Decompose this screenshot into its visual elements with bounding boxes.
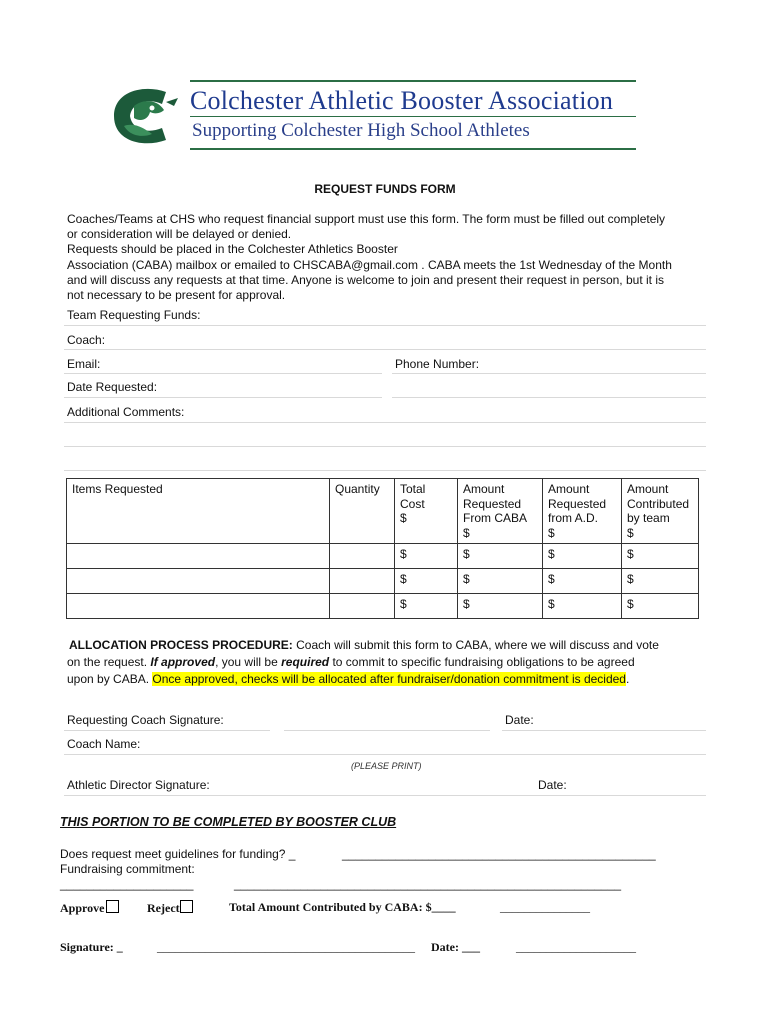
date-requested-blank — [392, 397, 706, 398]
total-cell[interactable]: $ — [395, 569, 458, 594]
coach-date-label: Date: — [505, 713, 534, 727]
logo — [104, 76, 644, 156]
dragon-mascot-icon — [104, 76, 188, 156]
guidelines-label: Does request meet guidelines for funding? _ — [60, 847, 296, 861]
date-requested-label: Date Requested: — [67, 380, 158, 394]
booster-heading: THIS PORTION TO BE COMPLETED BY BOOSTER CLUB — [60, 815, 397, 829]
team-input[interactable] — [64, 325, 706, 326]
please-print-note: (PLEASE PRINT) — [351, 761, 422, 771]
logo-rule-top — [190, 80, 636, 82]
team-cell[interactable]: $ — [622, 594, 699, 619]
comments-label: Additional Comments: — [67, 405, 185, 419]
allocation-text: ALLOCATION PROCESS PROCEDURE: Coach will submit this form to CABA, where we will discuss and vote on the request. If approved, you will be required to commit to specific fundraising obligations to be agreed upon by CABA. Once approved, checks will be allocated after fundraiser/donation commitment is decided. — [67, 638, 659, 686]
signature-label: Signature: _ — [60, 940, 123, 954]
table-row — [67, 594, 699, 619]
logo-rule-mid — [190, 116, 636, 117]
ad-cell[interactable]: $ — [543, 569, 622, 594]
caba-cell[interactable]: $ — [458, 569, 543, 594]
total-amount-line[interactable]: _______________ — [500, 900, 590, 914]
phone-label: Phone Number: — [395, 357, 480, 371]
header-total-cost: Total Cost $ — [395, 479, 458, 544]
table-header-row — [67, 479, 699, 544]
booster-date-label[interactable]: Date: ___ — [431, 940, 480, 954]
date-requested-input[interactable] — [64, 397, 382, 398]
logo-rule-bottom — [190, 148, 636, 150]
coach-name-input[interactable] — [64, 754, 706, 755]
approve-label: Approve — [60, 901, 105, 915]
quantity-cell[interactable] — [330, 569, 395, 594]
comments-line-1[interactable] — [64, 422, 706, 423]
table-row — [67, 569, 699, 594]
coach-signature-label: Requesting Coach Signature: — [67, 713, 224, 727]
phone-input[interactable] — [392, 373, 706, 374]
team-label: Team Requesting Funds: — [67, 308, 201, 322]
items-table — [66, 478, 699, 619]
ad-cell[interactable]: $ — [543, 544, 622, 569]
header-amount-ad: Amount Requested from A.D. $ — [543, 479, 622, 544]
ad-cell[interactable]: $ — [543, 594, 622, 619]
quantity-cell[interactable] — [330, 544, 395, 569]
booster-date-line[interactable]: ____________________ — [516, 940, 636, 954]
coach-date-input[interactable] — [502, 730, 706, 731]
item-cell[interactable] — [67, 569, 330, 594]
intro-text: Coaches/Teams at CHS who request financial support must use this form. The form must be filled out completely or consideration will be delayed or denied. Requests should be placed in the Colchester Athletics Booster Association (CABA) mailbox or emailed to CHSCABA@gmail.com . CABA meets the 1st Wednesday of the Month and will discuss any requests at that time. Anyone is welcome to join and present their request in person, but it is not necessary to be present for approval. — [67, 212, 672, 303]
comments-line-2[interactable] — [64, 446, 706, 447]
fundraising-input-2[interactable]: __________________________________________________________ — [234, 877, 622, 891]
fundraising-label: Fundraising commitment: — [60, 862, 195, 876]
team-cell[interactable]: $ — [622, 544, 699, 569]
header-amount-caba: Amount Requested From CABA $ — [458, 479, 543, 544]
email-label: Email: — [67, 357, 101, 371]
coach-name-label: Coach Name: — [67, 737, 141, 751]
quantity-cell[interactable] — [330, 594, 395, 619]
header-amount-team: Amount Contributed by team $ — [622, 479, 699, 544]
highlight-text: Once approved, checks will be allocated after fundraiser/donation commitment is decided — [152, 672, 626, 686]
comments-line-3[interactable] — [64, 470, 706, 471]
org-name: Colchester Athletic Booster Association — [190, 86, 614, 115]
table-row — [67, 544, 699, 569]
approve-checkbox[interactable] — [106, 900, 119, 913]
coach-signature-blank — [64, 730, 270, 731]
total-cell[interactable]: $ — [395, 594, 458, 619]
caba-cell[interactable]: $ — [458, 544, 543, 569]
ad-signature-input[interactable] — [64, 795, 706, 796]
coach-label: Coach: — [67, 333, 106, 347]
total-amount-label[interactable]: Total Amount Contributed by CABA: $____ — [229, 900, 456, 914]
header-items: Items Requested — [67, 479, 330, 544]
coach-signature-input[interactable] — [284, 730, 490, 731]
total-cell[interactable]: $ — [395, 544, 458, 569]
reject-label: Reject — [147, 901, 180, 915]
ad-date-label: Date: — [538, 778, 567, 792]
item-cell[interactable] — [67, 594, 330, 619]
coach-input[interactable] — [64, 349, 706, 350]
team-cell[interactable]: $ — [622, 569, 699, 594]
email-input[interactable] — [64, 373, 382, 374]
header-quantity: Quantity — [330, 479, 395, 544]
reject-row — [147, 900, 193, 916]
item-cell[interactable] — [67, 544, 330, 569]
approve-row — [60, 900, 119, 916]
caba-cell[interactable]: $ — [458, 594, 543, 619]
booster-signature-input[interactable]: ___________________________________________ — [157, 940, 415, 954]
tagline: Supporting Colchester High School Athletes — [192, 120, 530, 141]
fundraising-input-1[interactable]: ____________________ — [60, 877, 194, 891]
reject-checkbox[interactable] — [180, 900, 193, 913]
ad-signature-label: Athletic Director Signature: — [67, 778, 210, 792]
form-title: REQUEST FUNDS FORM — [314, 182, 456, 196]
guidelines-input[interactable]: _______________________________________________ — [342, 847, 656, 861]
